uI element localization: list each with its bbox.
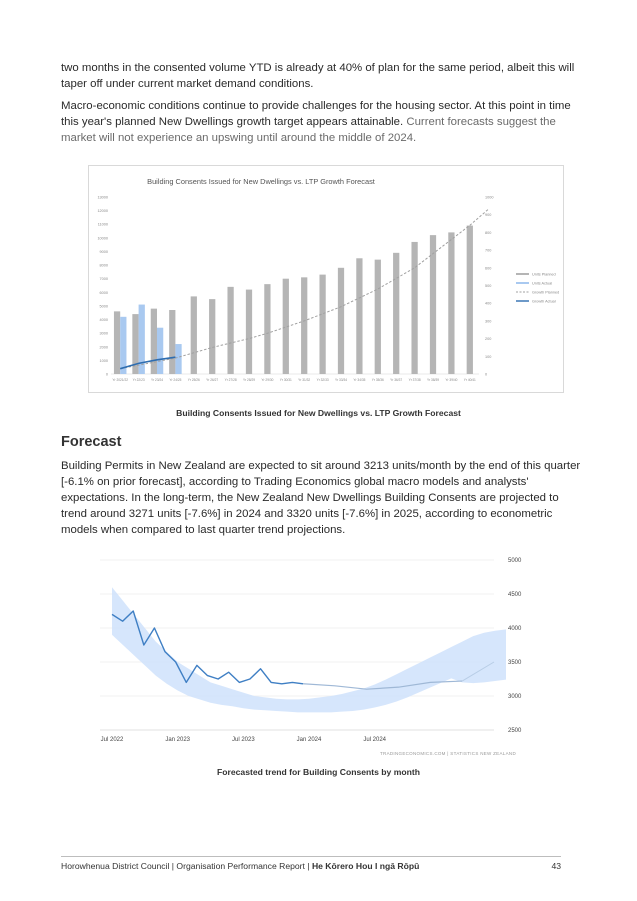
chart1-category-label: Yr 24/25 <box>169 378 182 382</box>
chart2-y-tick-label: 3500 <box>508 660 522 666</box>
chart1-bar-units-planned <box>375 260 381 374</box>
chart1-legend <box>516 273 559 304</box>
footer-divider <box>61 856 561 857</box>
chart1-left-tick-label: 5000 <box>99 304 108 309</box>
chart1-bar-units-planned <box>151 309 157 374</box>
chart1-bar-units-planned <box>227 287 233 374</box>
chart1-category-label: Yr 29/30 <box>261 378 274 382</box>
paragraph-macro-text: Macro-economic conditions continue to provide challenges for the housing sector. At this point in time this year's planned New Dwellings growth target appears attainable. <box>61 100 571 128</box>
paragraph-forecast: Building Permits in New Zealand are expected to sit around 3213 units/month by the end of this quarter [-6.1% on prior forecast], according to Trading Economics global macro models and analysts' expectations. In the long-term, the New Zealand New Dwellings Building Consents are projected to trend around 3271 units [-7.6%] in 2024 and 3320 units [-7.6%] in 2025, according to econometric models when compared to last quarter trend projections. <box>61 460 581 536</box>
chart1-bar-units-planned <box>356 258 362 374</box>
ltp-growth-chart <box>88 165 564 393</box>
paragraph-intro: two months in the consented volume YTD is already at 40% of plan for the same period, albeit this will taper off under current market demand conditions. <box>61 62 575 90</box>
chart1-category-label: Yr 34/35 <box>353 378 366 382</box>
chart1-bar-units-planned <box>448 232 454 374</box>
chart2-y-tick-label: 4000 <box>508 626 522 632</box>
chart1-category-label: Yr 32/33 <box>316 378 329 382</box>
ltp-growth-chart-svg <box>89 166 565 394</box>
chart1-bar-units-planned <box>209 299 215 374</box>
chart1-bar-units-planned <box>411 242 417 374</box>
chart1-category-label: Yr 36/37 <box>390 378 403 382</box>
chart1-right-tick-label: 300 <box>485 319 492 324</box>
chart1-category-label: Yr 33/34 <box>334 378 348 382</box>
chart1-left-tick-label: 6000 <box>99 290 108 295</box>
chart1-category-label: Yr 23/24 <box>150 378 164 382</box>
chart2-x-tick-label: Jul 2024 <box>363 737 387 743</box>
chart1-right-tick-label: 400 <box>485 301 492 306</box>
chart1-legend-label: Growth Actual <box>532 299 556 304</box>
chart2-y-tick-label: 5000 <box>508 558 522 564</box>
chart1-bar-units-planned <box>191 296 197 374</box>
chart1-left-tick-label: 13000 <box>97 195 108 200</box>
forecast-trend-chart <box>84 550 530 762</box>
chart1-category-label: Yr 25/26 <box>187 378 200 382</box>
footer-bold-text: He Kōrero Hou I ngā Rōpū <box>311 861 420 871</box>
chart1-right-tick-label: 500 <box>485 284 492 288</box>
chart2-forecast-band <box>112 587 506 712</box>
chart1-left-tick-label: 7000 <box>99 277 108 282</box>
chart1-bar-units-actual <box>175 344 181 374</box>
figure2-caption: Forecasted trend for Building Consents by month <box>217 767 420 777</box>
chart1-bar-units-planned <box>338 268 344 374</box>
chart1-bar-units-planned <box>169 310 175 374</box>
chart1-bar-units-planned <box>264 284 270 374</box>
chart1-bar-units-planned <box>301 277 307 374</box>
chart1-left-tick-label: 11000 <box>97 222 108 227</box>
chart1-right-tick-label: 1000 <box>485 195 494 200</box>
chart1-right-tick-label: 200 <box>485 337 492 342</box>
chart1-bar-units-planned <box>319 275 325 374</box>
chart1-category-label: Yr 37/38 <box>408 378 421 382</box>
chart1-category-label: Yr 27/28 <box>224 378 237 382</box>
chart1-left-tick-label: 2000 <box>99 345 108 350</box>
chart1-left-tick-label: 10000 <box>97 236 108 241</box>
chart2-x-tick-label: Jul 2023 <box>231 737 255 743</box>
chart2-y-tick-label: 2500 <box>508 728 522 734</box>
chart1-bar-units-planned <box>467 226 473 374</box>
chart2-x-tick-label: Jan 2024 <box>296 737 322 743</box>
chart1-left-tick-label: 3000 <box>99 331 108 336</box>
chart2-y-tick-label: 3000 <box>508 694 522 700</box>
chart1-bar-units-planned <box>114 311 120 374</box>
chart1-right-tick-label: 800 <box>485 230 492 235</box>
chart1-category-label: Yr 40/41 <box>463 378 476 382</box>
chart1-category-label: Yr 38/39 <box>426 378 440 382</box>
chart1-bar-units-actual <box>157 328 163 374</box>
chart1-legend-label: Units Actual <box>532 281 553 286</box>
chart1-legend-label: Units Planned <box>532 272 556 277</box>
chart1-category-label: Yr 39/40 <box>445 378 458 382</box>
chart1-right-tick-label: 900 <box>485 213 492 218</box>
chart1-left-tick-label: 12000 <box>97 209 108 214</box>
chart1-legend-label: Growth Planned <box>532 290 560 295</box>
chart1-bar-units-planned <box>393 253 399 374</box>
chart1-left-tick-label: 4000 <box>99 318 108 323</box>
chart1-left-tick-label: 1000 <box>99 358 108 363</box>
paragraph-macro <box>61 98 581 146</box>
chart1-right-tick-label: 600 <box>485 266 492 271</box>
chart2-x-tick-label: Jul 2022 <box>100 737 124 743</box>
chart1-category-label: Yr 30/31 <box>279 378 292 382</box>
chart1-right-tick-label: 100 <box>485 354 492 359</box>
chart2-y-tick-label: 4500 <box>508 592 522 598</box>
chart1-bar-units-actual <box>120 317 126 374</box>
chart1-right-tick-label: 700 <box>485 248 492 253</box>
footer-text: Horowhenua District Council | Organisation Performance Report | <box>61 861 312 871</box>
chart1-category-label: Yr 35/36 <box>371 378 384 382</box>
chart1-bar-units-planned <box>246 290 252 374</box>
chart1-category-label: Yr 2021/22 <box>112 378 129 382</box>
chart1-category-label: Yr 31/32 <box>298 378 311 382</box>
chart1-left-tick-label: 9000 <box>99 249 108 254</box>
chart1-title: Building Consents Issued for New Dwellings vs. LTP Growth Forecast <box>147 177 375 186</box>
chart2-source-note: TRADINGECONOMICS.COM | STATISTICS NEW ZEALAND <box>379 751 516 756</box>
chart2-x-tick-label: Jan 2023 <box>165 737 191 743</box>
chart1-right-tick-label: 0 <box>485 372 488 377</box>
page-footer <box>61 861 561 871</box>
page-number: 43 <box>551 861 561 871</box>
chart1-left-tick-label: 0 <box>105 372 108 377</box>
forecast-trend-chart-svg <box>84 550 530 762</box>
forecast-heading: Forecast <box>61 434 122 450</box>
chart1-category-label: Yr 22/23 <box>132 378 145 382</box>
chart1-category-label: Yr 28/29 <box>242 378 256 382</box>
figure1-caption: Building Consents Issued for New Dwellings vs. LTP Growth Forecast <box>176 408 461 418</box>
chart1-category-label: Yr 26/27 <box>206 378 219 382</box>
paragraph-macro-forecast-text: Current forecasts suggest the market will not experience an upswing until around the middle of 2024. <box>61 116 556 144</box>
chart1-left-tick-label: 8000 <box>99 263 108 268</box>
